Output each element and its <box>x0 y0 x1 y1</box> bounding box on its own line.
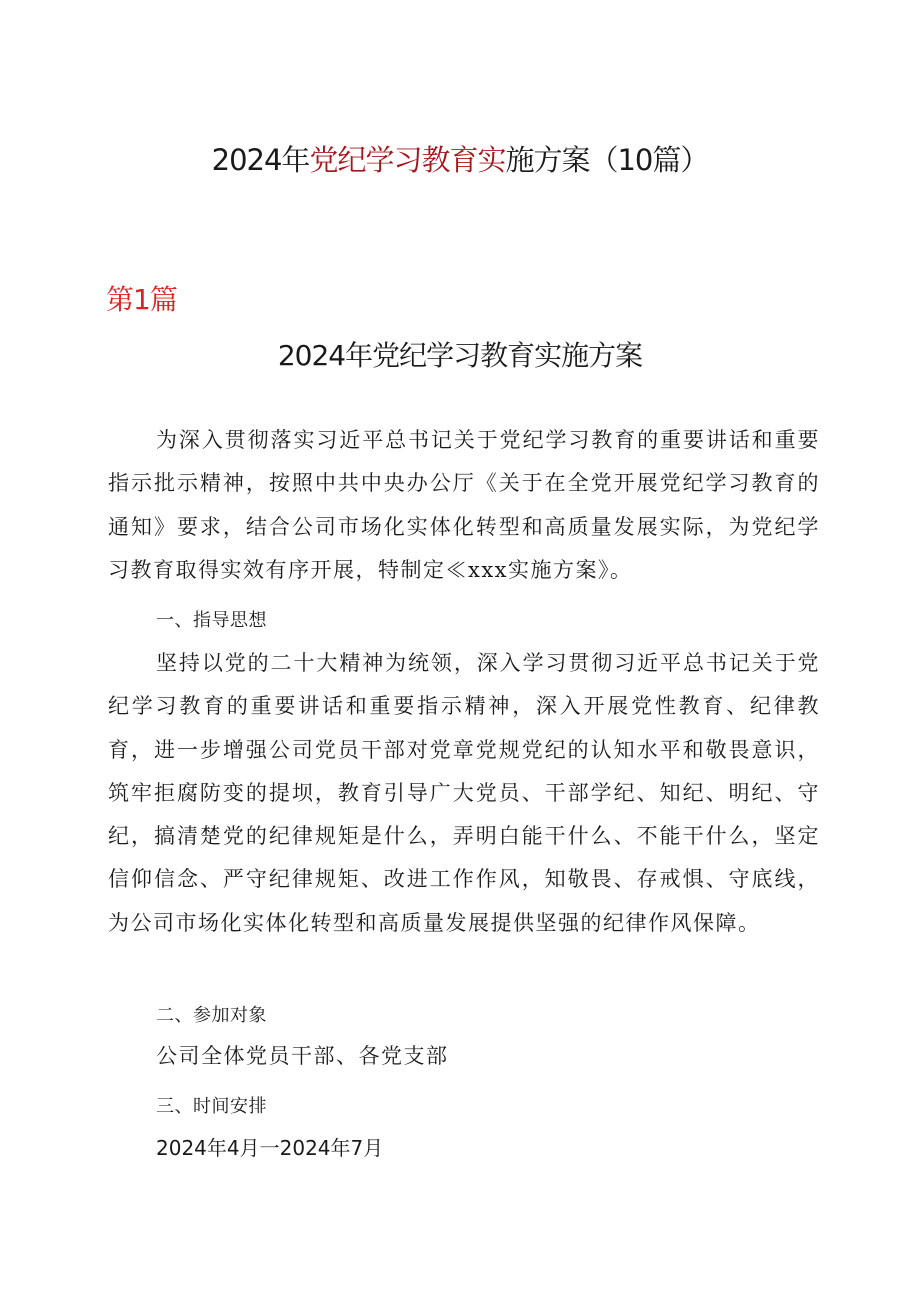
plan-subtitle: 2024年党纪学习教育实施方案 <box>277 339 643 372</box>
section-heading-schedule: 三、时间安排 <box>156 1096 267 1117</box>
section-heading-guiding-ideology: 一、指导思想 <box>156 610 267 631</box>
intro-paragraph: 为深入贯彻落实习近平总书记关于党纪学习教育的重要讲话和重要指示批示精神，按照中共中央办公厅《关于在全党开展党纪学习教育的通知》要求，结合公司市场化实体化转型和高质量发展实际，为党纪学习教育取得实效有序开展，特制定≪xxx实施方案》。 <box>108 428 820 582</box>
schedule-text: 2024年4月一2024年7月 <box>156 1136 384 1160</box>
guiding-ideology-paragraph: 坚持以党的二十大精神为统领，深入学习贯彻习近平总书记关于党纪学习教育的重要讲话和重要指示精神，深入开展党性教育、纪律教育，进一步增强公司党员干部对党章党规党纪的认知水平和敬畏意识，筑牢拒腐防变的提坝，教育引导广大党员、干部学纪、知纪、明纪、守纪，搞清楚党的纪律规矩是什么，弄明白能干什么、不能干什么，坚定信仰信念、严守纪律规矩、改进工作作风，知敬畏、存戒惧、守底线，为公司市场化实体化转型和高质量发展提供坚强的纪律作风保障。 <box>108 651 820 935</box>
participants-text: 公司全体党员干部、各党支部 <box>156 1044 449 1068</box>
title-highlight: 党纪学习教育实 <box>309 143 506 177</box>
section-heading-participants: 二、参加对象 <box>156 1005 267 1026</box>
part-label: 第1篇 <box>106 283 177 316</box>
title-year: 2024年 <box>211 143 310 177</box>
title-rest: 施方案（10篇） <box>505 143 709 177</box>
document-title <box>0 138 920 182</box>
